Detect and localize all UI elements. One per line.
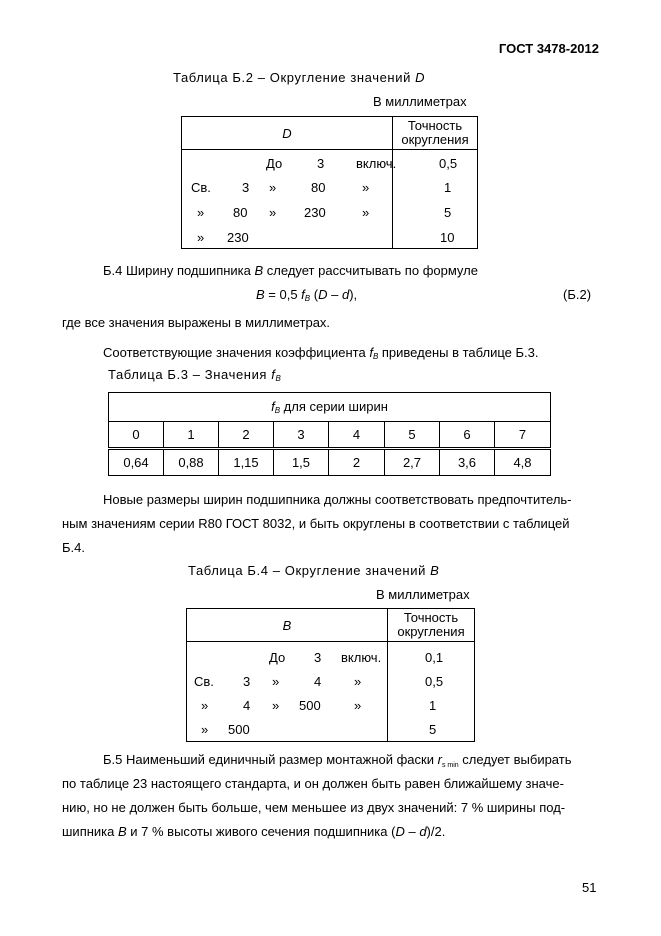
- table-b4-r2-e: »: [354, 674, 362, 689]
- table-b3-caption-fsub: B: [275, 374, 282, 383]
- table-b4-header-accuracy-line2: округления: [397, 624, 465, 639]
- b5-line1: [103, 752, 571, 769]
- formula-mid: = 0,5: [264, 287, 302, 302]
- b5-line1-prefix: Б.5 Наименьший единичный размер монтажной фаски: [103, 752, 438, 767]
- table-b2-r1-e: включ.: [356, 156, 397, 171]
- new-sizes-line2: ным значениям серии R80 ГОСТ 8032, и быть округлены в соответствии с таблицей: [62, 516, 570, 531]
- table-b4-r4-b: 500: [228, 722, 250, 737]
- b5-line4-prefix: шипника: [62, 824, 118, 839]
- formula-b2: [256, 287, 357, 303]
- table-b4-r1-d: 3: [314, 650, 322, 665]
- b4-text-prefix: Б.4 Ширину подшипника: [103, 263, 255, 278]
- table-b4-r3-b: 4: [243, 698, 251, 713]
- table-b3-header-suffix: для серии ширин: [280, 399, 388, 414]
- table-b4-r3-d: 500: [299, 698, 321, 713]
- table-b2-header-d: [182, 117, 393, 150]
- table-b4-header-accuracy-line1: Точность: [403, 610, 459, 625]
- table-b2-r2-b: 3: [242, 180, 250, 195]
- table-b2-r3-a: »: [197, 205, 205, 220]
- table-b4-acc-4: 5: [429, 722, 437, 737]
- b5-line4-B: B: [118, 824, 127, 839]
- table-b2-units: В миллиметрах: [373, 94, 467, 109]
- table-b3-series-cell: 0: [109, 422, 164, 449]
- table-b4-r3-e: »: [354, 698, 362, 713]
- b3-intro-f: f: [369, 345, 373, 360]
- b5-line2: по таблице 23 настоящего стандарта, и он должен быть равен ближайшему значе-: [62, 776, 564, 791]
- table-b3-caption: [108, 367, 281, 383]
- table-b2-acc-4: 10: [440, 230, 455, 245]
- table-b4-caption: [188, 563, 439, 578]
- table-b4-header-b-text: B: [282, 617, 292, 633]
- table-b4-caption-text: Таблица Б.4 – Округление значений: [188, 563, 431, 578]
- table-b2-caption-var: D: [415, 70, 426, 85]
- table-b3-series-cell: 5: [385, 422, 440, 449]
- document-standard-header: ГОСТ 3478-2012: [498, 41, 599, 56]
- table-b3-header-fsub: B: [274, 406, 281, 415]
- table-b3-value-cell: 1,5: [274, 449, 329, 476]
- table-b4-caption-var: B: [430, 563, 440, 578]
- table-b3-value-cell: 2,7: [385, 449, 440, 476]
- table-b3-caption-text: Таблица Б.3 – Значения: [108, 367, 272, 382]
- formula-D: D: [318, 287, 328, 302]
- b5-line4-minus: –: [404, 824, 420, 839]
- table-b3-value-cell: 4,8: [495, 449, 551, 476]
- table-b4-r2-d: 4: [314, 674, 322, 689]
- table-b2-header-accuracy-line2: округления: [401, 132, 469, 147]
- table-b4-ranges: [187, 642, 388, 742]
- b3-intro-suffix: приведены в таблице Б.3.: [378, 345, 539, 360]
- table-b2-header-accuracy: [393, 117, 478, 150]
- page-number: 51: [582, 880, 597, 895]
- b5-line1-rsub: s min: [441, 762, 459, 769]
- table-b2-accuracy: [393, 150, 478, 249]
- table-b4-header-b: [187, 609, 388, 642]
- b5-line4-mid: и 7 % высоты живого сечения подшипника (: [126, 824, 396, 839]
- b4-paragraph: [103, 263, 478, 278]
- table-b2: [181, 116, 478, 249]
- new-sizes-line1: Новые размеры ширин подшипника должны соответствовать предпочтитель-: [103, 492, 572, 507]
- formula-minus: –: [327, 287, 342, 302]
- table-b4-acc-2: 0,5: [425, 674, 444, 689]
- b3-intro-prefix: Соответствующие значения коэффициента: [103, 345, 370, 360]
- table-b3: [108, 392, 551, 476]
- table-b4-r3-a: »: [201, 698, 209, 713]
- b5-line3: нию, но не должен быть больше, чем меньшее из двух значений: 7 % ширины под-: [62, 800, 566, 815]
- table-b2-r3-d: 230: [304, 205, 326, 220]
- table-b2-r4-b: 230: [227, 230, 249, 245]
- table-b3-value-cell: 1,15: [219, 449, 274, 476]
- table-b2-ranges: [182, 150, 397, 249]
- new-sizes-line3: Б.4.: [62, 540, 85, 555]
- formula-paren: (: [310, 287, 319, 302]
- formula-b: B: [256, 287, 265, 302]
- table-b4-r2-c: »: [272, 674, 280, 689]
- table-b3-series-cell: 7: [495, 422, 551, 449]
- table-b2-r2-a: Св.: [191, 180, 211, 195]
- table-b2-r1-d: 3: [317, 156, 325, 171]
- b5-line4: [62, 824, 445, 839]
- b5-line4-D: D: [395, 824, 405, 839]
- table-b3-series-cell: 3: [274, 422, 329, 449]
- table-b3-header: [109, 393, 551, 422]
- table-b3-value-cell: 2: [329, 449, 385, 476]
- b3-intro-fsub: B: [372, 352, 379, 361]
- table-b4-acc-3: 1: [429, 698, 437, 713]
- table-b4: [186, 608, 475, 742]
- b4-text-suffix: следует рассчитывать по формуле: [263, 263, 478, 278]
- table-b3-header-f: f: [271, 399, 275, 414]
- table-b4-r2-a: Св.: [194, 674, 214, 689]
- table-b2-r3-b: 80: [233, 205, 248, 220]
- b3-intro: [103, 345, 538, 361]
- table-b3-series-cell: 6: [440, 422, 495, 449]
- table-b2-r2-d: 80: [311, 180, 326, 195]
- table-b4-r1-e: включ.: [341, 650, 382, 665]
- table-b2-r3-e: »: [362, 205, 370, 220]
- table-b2-r2-c: »: [269, 180, 277, 195]
- formula-fsub: B: [304, 294, 311, 303]
- table-b4-acc-1: 0,1: [425, 650, 444, 665]
- table-b4-accuracy: [388, 642, 475, 742]
- table-b4-r3-c: »: [272, 698, 280, 713]
- formula-d: d: [341, 287, 350, 302]
- table-b2-header-accuracy-line1: Точность: [407, 118, 463, 133]
- b5-line1-suffix: следует выбирать: [458, 752, 572, 767]
- table-b2-acc-1: 0,5: [439, 156, 458, 171]
- table-b3-caption-f: f: [271, 367, 276, 382]
- formula-end: ),: [349, 287, 358, 302]
- table-b2-acc-2: 1: [444, 180, 452, 195]
- table-b2-acc-3: 5: [444, 205, 452, 220]
- b5-line1-r: r: [437, 752, 442, 767]
- table-b3-series-cell: 4: [329, 422, 385, 449]
- table-b2-header-d-text: D: [282, 125, 292, 141]
- b4-text-var: B: [254, 263, 264, 278]
- table-b3-series-cell: 2: [219, 422, 274, 449]
- table-b3-series-cell: 1: [164, 422, 219, 449]
- table-b4-r2-b: 3: [243, 674, 251, 689]
- formula-number: (Б.2): [563, 287, 592, 302]
- table-b2-r4-a: »: [197, 230, 205, 245]
- b5-line4-d: d: [419, 824, 427, 839]
- table-b3-value-cell: 0,88: [164, 449, 219, 476]
- table-b2-caption-text: Таблица Б.2 – Округление значений: [173, 70, 416, 85]
- table-b2-r3-c: »: [269, 205, 277, 220]
- b5-line4-end: )/2.: [426, 824, 446, 839]
- table-b2-caption: [173, 70, 425, 85]
- table-b3-value-cell: 3,6: [440, 449, 495, 476]
- table-b4-r4-a: »: [201, 722, 209, 737]
- table-b4-r1-c: До: [269, 650, 286, 665]
- table-b2-r1-c: До: [266, 156, 283, 171]
- table-b2-r2-e: »: [362, 180, 370, 195]
- b4-where: где все значения выражены в миллиметрах.: [62, 315, 331, 330]
- formula-f: f: [301, 287, 305, 302]
- table-b4-units: В миллиметрах: [376, 587, 470, 602]
- table-b3-value-cell: 0,64: [109, 449, 164, 476]
- table-b4-header-accuracy: [388, 609, 475, 642]
